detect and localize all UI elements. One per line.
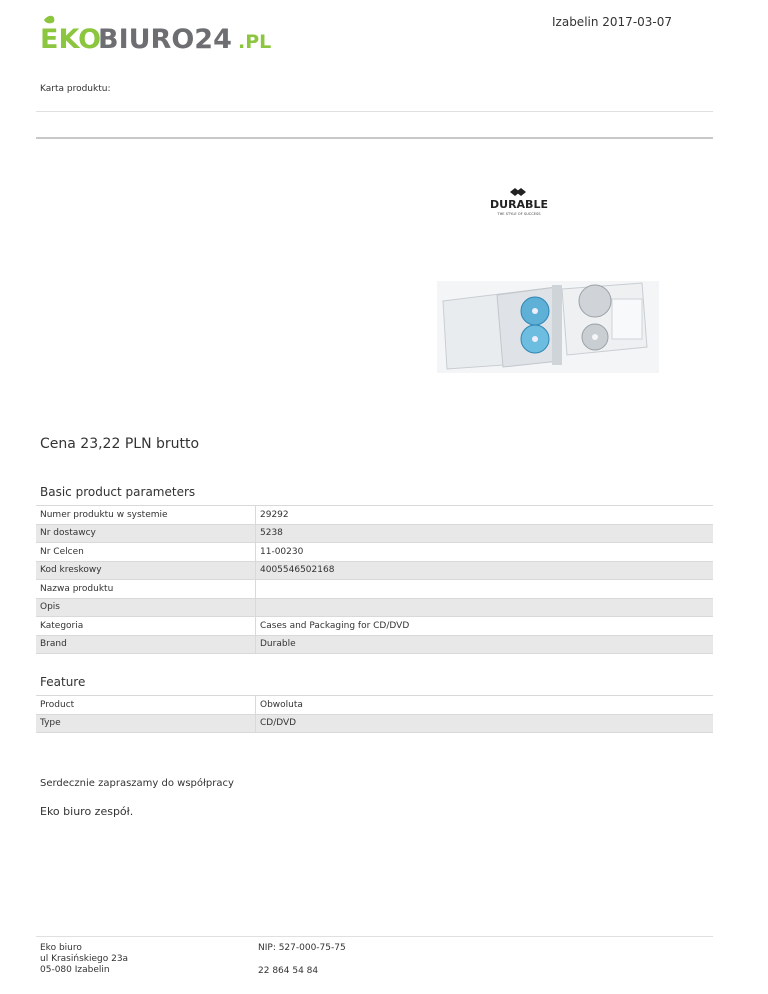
footer-divider [36, 936, 713, 937]
footer-phone: 22 864 54 84 [258, 966, 319, 976]
document-date: Izabelin 2017-03-07 [552, 15, 673, 29]
table-row [36, 506, 713, 525]
param-value: Cases and Packaging for CD/DVD [256, 617, 714, 636]
logo-text-eko: EKO [40, 24, 102, 55]
feature-value: Obwoluta [256, 696, 714, 715]
feature-key: Type [36, 714, 256, 733]
param-value [256, 580, 714, 599]
param-key: Brand [36, 635, 256, 654]
param-value: 5238 [256, 524, 714, 543]
logo-text-biuro: BIURO24 [98, 24, 232, 55]
product-image [437, 281, 659, 373]
footer-street: ul Krasińskiego 23a [40, 954, 129, 964]
ekobiuro-logo [40, 14, 280, 58]
durable-brand-logo [474, 186, 564, 216]
param-key: Opis [36, 598, 256, 617]
table-row [36, 617, 713, 636]
table-row [36, 714, 713, 733]
price-text: Cena 23,22 PLN brutto [40, 436, 200, 452]
divider [36, 137, 713, 139]
basic-parameters-title: Basic product parameters [40, 485, 196, 499]
footer-company: Eko biuro [40, 943, 82, 953]
footer-address [40, 943, 128, 976]
closing-team: Eko biuro zespół. [40, 805, 134, 818]
product-card-label: Karta produktu: [40, 84, 111, 94]
param-value: 4005546502168 [256, 561, 714, 580]
param-key: Nazwa produktu [36, 580, 256, 599]
param-key: Nr dostawcy [36, 524, 256, 543]
footer-city: 05-080 Izabelin [40, 965, 110, 975]
param-key: Numer produktu w systemie [36, 506, 256, 525]
feature-title: Feature [40, 675, 86, 689]
feature-key: Product [36, 696, 256, 715]
closing-thanks: Serdecznie zapraszamy do współpracy [40, 778, 234, 789]
leaf-icon [44, 16, 54, 24]
table-row [36, 580, 713, 599]
table-row [36, 635, 713, 654]
divider [36, 111, 713, 112]
param-key: Kategoria [36, 617, 256, 636]
feature-value: CD/DVD [256, 714, 714, 733]
table-row [36, 696, 713, 715]
footer-nip: NIP: 527-000-75-75 [258, 943, 346, 953]
brand-name: DURABLE [490, 198, 548, 211]
param-value: 29292 [256, 506, 714, 525]
logo-text-pl: .PL [238, 31, 272, 53]
table-row [36, 598, 713, 617]
param-value: Durable [256, 635, 714, 654]
table-row [36, 561, 713, 580]
table-row [36, 543, 713, 562]
feature-table [36, 695, 713, 733]
table-row [36, 524, 713, 543]
param-key: Kod kreskowy [36, 561, 256, 580]
param-value [256, 598, 714, 617]
param-value: 11-00230 [256, 543, 714, 562]
brand-tagline: THE STYLE OF SUCCESS [497, 212, 541, 216]
basic-parameters-table [36, 505, 713, 654]
param-key: Nr Celcen [36, 543, 256, 562]
